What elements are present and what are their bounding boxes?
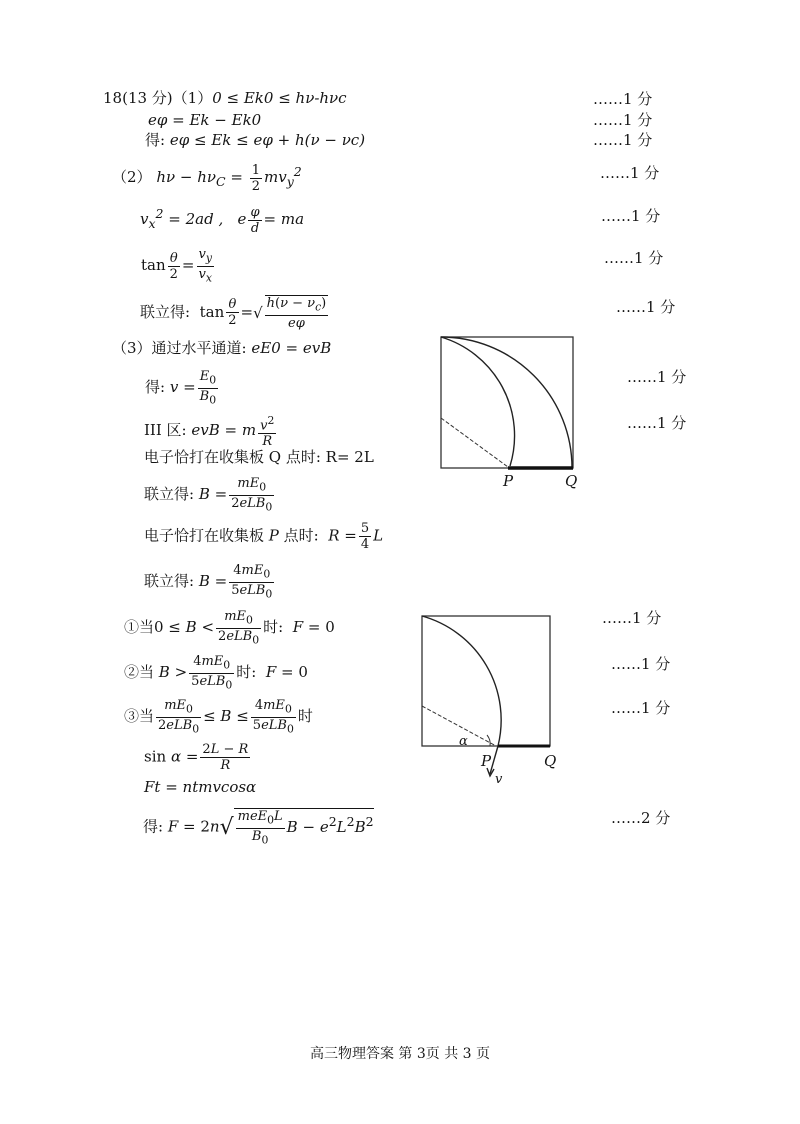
score-13: ……2 分 — [611, 809, 671, 827]
part3-velocity: 得: v = $\frac{E_0}{B_0}$ — [145, 369, 217, 407]
score-6: ……1 分 — [604, 249, 664, 267]
page-footer: 高三物理答案 第 3页 共 3 页 — [309, 1046, 491, 1062]
fig1-label-q: Q — [565, 472, 578, 490]
fig2-label-p: P — [481, 752, 492, 770]
score-12: ……1 分 — [611, 699, 671, 717]
part3-b-p: 联立得: B = $\frac{4mE_0}{5eLB_0}$ — [144, 563, 273, 601]
score-10: ……1 分 — [602, 609, 662, 627]
part1-energy-eq: eφ = Ek − Ek0 — [148, 111, 262, 129]
score-3: ……1 分 — [593, 131, 653, 149]
score-11: ……1 分 — [611, 655, 671, 673]
score-5: ……1 分 — [601, 207, 661, 225]
case-3: ③当 $\frac{mE_0}{2eLB_0}$ ≤ B ≤ $\frac{4mE_0}{5eLB_0}$ 时 — [124, 698, 313, 736]
impulse-eq: Ft = ntmvcosα — [144, 778, 257, 796]
part3-p-point: 电子恰打在收集板 P 点时: R = $\frac{5}{4}$ L — [144, 521, 384, 552]
part2-tan: tan $\frac{\theta}{2}$ = $\frac{v_y}{v_x}$ — [141, 247, 212, 285]
sin-alpha: sin α = $\frac{2L - R}{R}$ — [144, 742, 249, 773]
question-header: 18(13 分)（1）0 ≤ Ek0 ≤ hν-hνc — [103, 89, 347, 107]
score-7: ……1 分 — [616, 298, 676, 316]
fig2-label-q: Q — [544, 752, 557, 770]
fig1-label-p: P — [503, 472, 514, 490]
part2-energy: （2） $h\nu - h\nu_C$ = $\frac{1}{2}$ $mv_y^2$ — [112, 162, 302, 194]
part3-q-point: 电子恰打在收集板 Q 点时: R= 2L — [144, 448, 374, 466]
figure-trajectories-1 — [430, 330, 590, 490]
score-9: ……1 分 — [627, 414, 687, 432]
score-8: ……1 分 — [627, 368, 687, 386]
part1-inequality: 0 ≤ Ek0 ≤ hν-hνc — [212, 89, 347, 107]
case-2: ②当 B > $\frac{4mE_0}{5eLB_0}$ 时: F = 0 — [124, 654, 308, 692]
part2-kinematics: $v_x^2 = 2ad$ , e $\frac{\varphi}{d}$ = ma — [140, 204, 305, 236]
part2-result: 联立得: tan $\frac{\theta}{2}$ =√ $\frac{h(\nu - \nu_c)}{e\varphi}$ — [140, 296, 327, 331]
part1-result: 得: eφ ≤ Ek ≤ eφ + h(ν − νc) — [145, 131, 366, 149]
fig2-label-alpha: α — [459, 734, 468, 749]
score-4: ……1 分 — [600, 164, 660, 182]
fig2-label-v: v — [495, 772, 503, 787]
part3-b-q: 联立得: B = $\frac{mE_0}{2eLB_0}$ — [144, 476, 273, 514]
score-1: ……1 分 — [593, 90, 653, 108]
case-1: ①当0 ≤ B < $\frac{mE_0}{2eLB_0}$ 时: F = 0 — [124, 609, 335, 647]
part3-region3: III 区: evB = m $\frac{v^2}{R}$ — [144, 414, 275, 450]
score-2: ……1 分 — [593, 111, 653, 129]
final-force: 得: F = 2n√ $\frac{meE_0L}{B_0}$ $B - e^2L^2B^2$ — [143, 809, 374, 847]
part3-channel: （3）通过水平通道: eE0 = evB — [112, 339, 332, 357]
